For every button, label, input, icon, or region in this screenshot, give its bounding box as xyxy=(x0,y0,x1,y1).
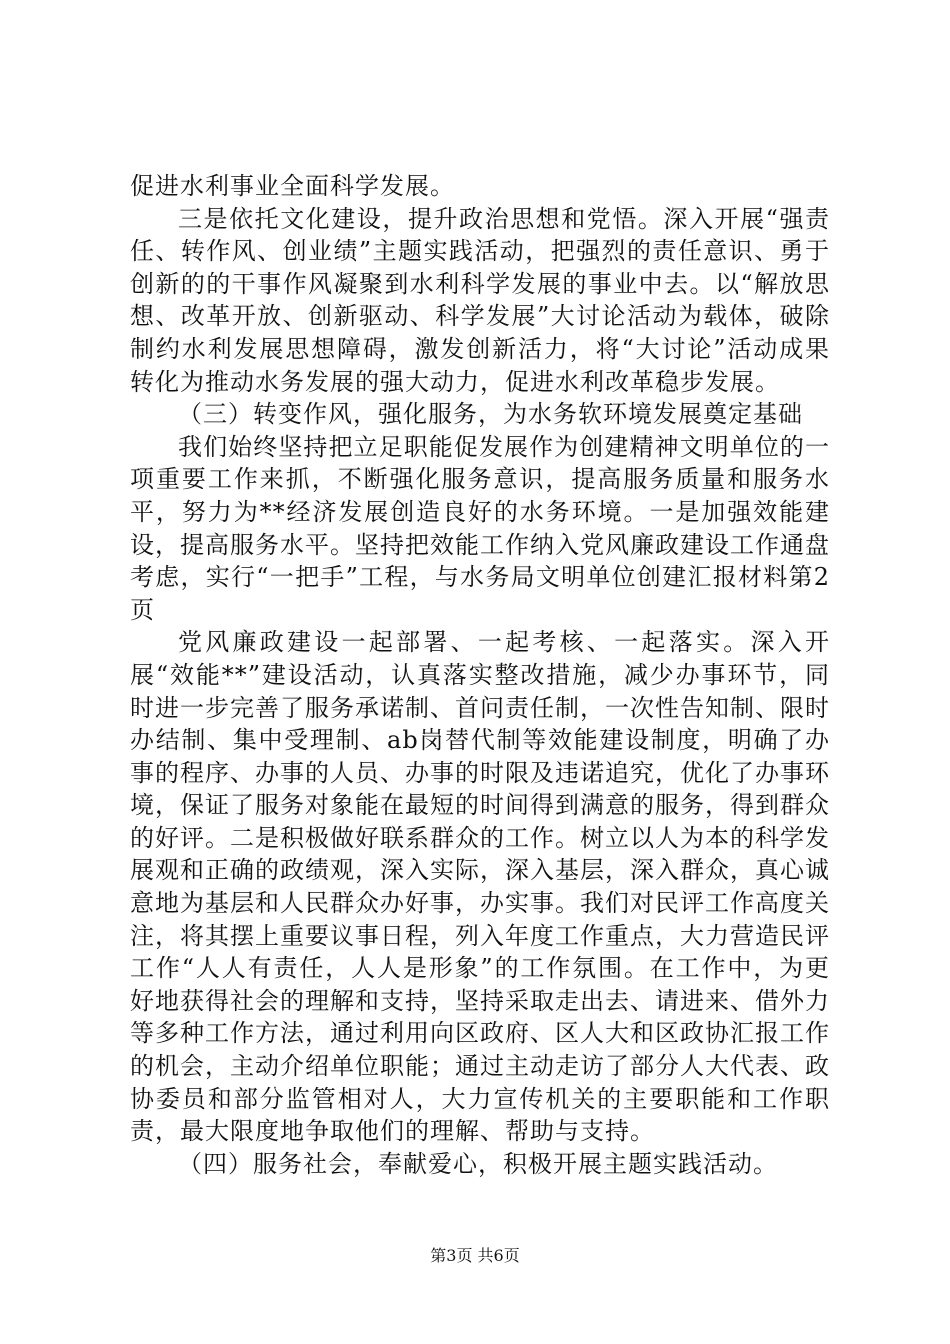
document-body xyxy=(130,170,830,1180)
paragraph-culture: 三是依托文化建设，提升政治思想和党悟。深入开展“强责任、转作风、创业绩”主题实践活动，把强烈的责任意识、勇于创新的的干事作风凝聚到水利科学发展的事业中去。以“解放思想、改革开放、创新驱动、科学发展”大讨论活动为载体，破除制约水利发展思想障碍，激发创新活力，将“大讨论”活动成果转化为推动水务发展的强大动力，促进水利改革稳步发展。 xyxy=(130,204,830,396)
paragraph-efficiency: 党风廉政建设一起部署、一起考核、一起落实。深入开展“效能**”建设活动，认真落实整改措施，减少办事环节，同时进一步完善了服务承诺制、首问责任制，一次性告知制、限时办结制、集中受理制、ab岗替代制等效能建设制度，明确了办事的程序、办事的人员、办事的时限及违诺追究，优化了办事环境，保证了服务对象能在最短的时间得到满意的服务，得到群众的好评。二是积极做好联系群众的工作。树立以人为本的科学发展观和正确的政绩观，深入实际，深入基层，深入群众，真心诚意地为基层和人民群众办好事，办实事。我们对民评工作高度关注，将其摆上重要议事日程，列入年度工作重点，大力营造民评工作“人人有责任，人人是形象”的工作氛围。在工作中，为更好地获得社会的理解和支持，坚持采取走出去、请进来、借外力等多种工作方法，通过利用向区政府、区人大和区政协汇报工作的机会，主动介绍单位职能；通过主动走访了部分人大代表、政协委员和部分监管相对人，大力宣传机关的主要职能和工作职责，最大限度地争取他们的理解、帮助与支持。 xyxy=(130,628,830,1146)
page-footer: 第3页 共6页 xyxy=(430,1246,520,1265)
section-heading-3: （三）转变作风，强化服务，为水务软环境发展奠定基础 xyxy=(178,400,803,429)
paragraph-service: 我们始终坚持把立足职能促发展作为创建精神文明单位的一项重要工作来抓，不断强化服务意识，提高服务质量和服务水平，努力为**经济发展创造良好的水务环境。一是加强效能建设，提高服务水平。坚持把效能工作纳入党风廉政建设工作通盘考虑，实行“一把手”工程，与水务局文明单位创建汇报材料第2页 xyxy=(130,432,830,624)
paragraph-continuation: 促进水利事业全面科学发展。 xyxy=(130,172,455,200)
section-heading-4: （四）服务社会，奉献爱心，积极开展主题实践活动。 xyxy=(178,1149,778,1178)
